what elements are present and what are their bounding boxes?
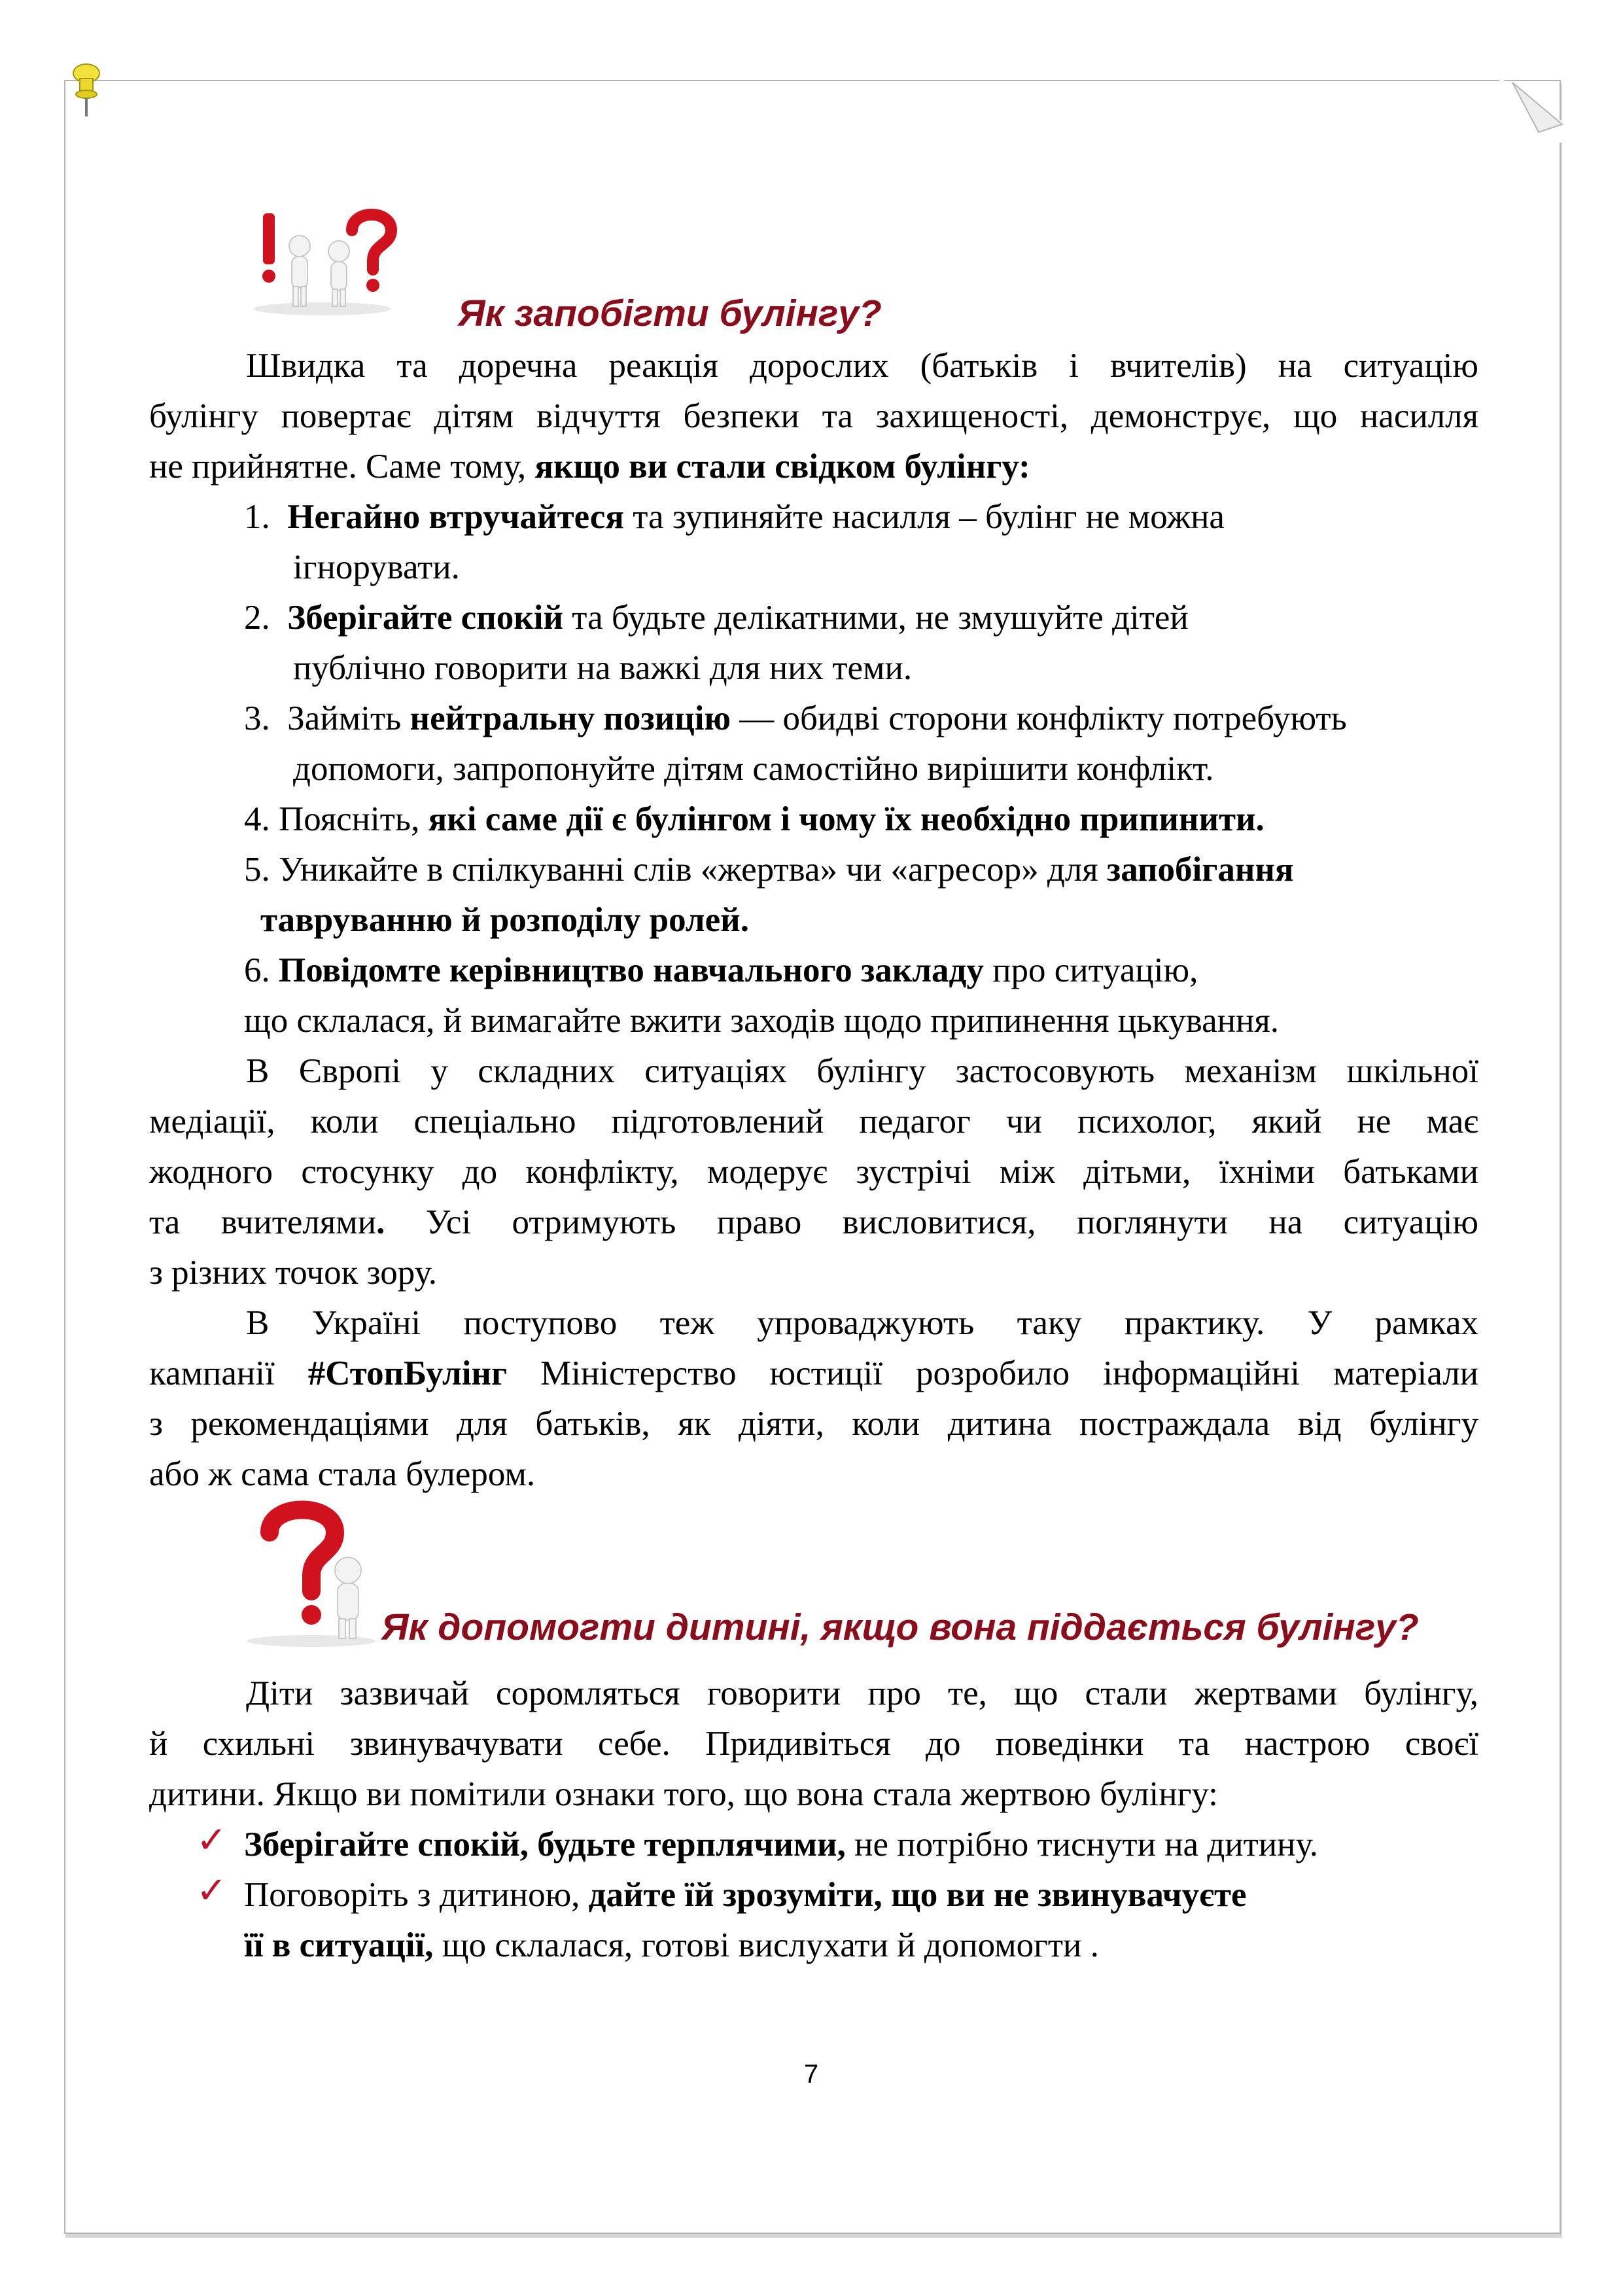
paragraph-line: з різних точок зору. — [149, 1254, 437, 1292]
paragraph-line: медіації, коли спеціально підготовлений педагог чи психолог, який не має — [149, 1103, 1478, 1140]
paragraph-line: дитини. Якщо ви помітили ознаки того, що вона стала жертвою булінгу: — [149, 1775, 1218, 1813]
list-item-continuation: тавруванню й розподілу ролей. — [260, 901, 749, 939]
section-heading-prevent-bullying: Як запобігти булінгу? — [458, 292, 882, 334]
checklist-item-continuation: її в ситуації, що склалася, готові вислухати й допомогти . — [244, 1926, 1099, 1964]
checklist-item: Зберігайте спокій, будьте терплячими, не потрібно тиснути на дитину. — [244, 1826, 1318, 1863]
question-thinker-figure-icon — [243, 1498, 379, 1648]
paragraph-line: кампанії #СтопБулінг Міністерство юстиції розробило інформаційні матеріали — [149, 1354, 1479, 1392]
list-item: 3. Займіть нейтральну позицію — обидві сторони конфлікту потребують — [244, 699, 1347, 737]
checkmark-icon: ✓ — [196, 1819, 227, 1862]
paragraph-line: жодного стосунку до конфлікту, модерує зустрічі між дітьми, їхніми батьками — [149, 1153, 1478, 1191]
paragraph-line: та вчителями. Усі отримують право висловитися, поглянути на ситуацію — [149, 1203, 1478, 1241]
list-item: 5. Уникайте в спілкуванні слів «жертва» чи «агресор» для запобігання — [244, 851, 1294, 889]
list-item: 2. Зберігайте спокій та будьте делікатними, не змушуйте дітей — [244, 599, 1189, 637]
section-heading-help-child: Як допомогти дитині, якщо вона піддається булінгу? — [381, 1606, 1419, 1648]
list-item-continuation: публічно говорити на важкі для них теми. — [293, 649, 913, 687]
list-item-continuation: ігнорувати. — [293, 548, 460, 586]
list-item-continuation: що склалася, й вимагайте вжити заходів щодо припинення цькування. — [244, 1002, 1279, 1040]
paragraph-line: й схильні звинувачувати себе. Придивіться до поведінки та настрою своєї — [149, 1725, 1478, 1763]
page-number: 7 — [803, 2060, 819, 2089]
section2-intro-paragraph — [149, 1669, 1478, 1820]
paragraph-line: або ж сама стала булером. — [149, 1455, 536, 1493]
list-item: 1. Негайно втручайтеся та зупиняйте насилля – булінг не можна — [244, 498, 1225, 536]
pushpin-icon — [69, 62, 103, 118]
paragraph-line: Швидка та доречна реакція дорослих (батьків і вчителів) на ситуацію — [246, 347, 1478, 385]
exclamation-question-figures-icon — [247, 204, 398, 315]
list-item: 6. Повідомте керівництво навчального закладу про ситуацію, — [244, 951, 1198, 989]
paragraph-line: В Україні поступово теж упроваджують таку практику. У рамках — [246, 1304, 1478, 1342]
checklist-item: Поговоріть з дитиною, дайте їй зрозуміти, що ви не звинувачуєте — [244, 1876, 1247, 1914]
ukraine-paragraph — [149, 1298, 1478, 1500]
paragraph-line: не прийнятне. Саме тому, якщо ви стали свідком булінгу: — [149, 448, 1030, 486]
list-item: 4. Поясніть, які саме дії є булінгом і чому їх необхідно припинити. — [244, 800, 1265, 838]
intro-paragraph — [149, 341, 1478, 492]
paragraph-line: булінгу повертає дітям відчуття безпеки та захищеності, демонструє, що насилля — [149, 397, 1478, 435]
europe-paragraph — [149, 1046, 1478, 1298]
paragraph-line: з рекомендаціями для батьків, як діяти, коли дитина постраждала від булінгу — [149, 1405, 1478, 1443]
checkmark-icon: ✓ — [196, 1869, 227, 1912]
list-item-continuation: допомоги, запропонуйте дітям самостійно вирішити конфлікт. — [293, 750, 1214, 788]
paragraph-line: Діти зазвичай соромляться говорити про те, що стали жертвами булінгу, — [246, 1674, 1478, 1712]
page-curl-corner — [1499, 77, 1565, 143]
paragraph-line: В Європі у складних ситуаціях булінгу застосовують механізм шкільної — [246, 1052, 1478, 1090]
